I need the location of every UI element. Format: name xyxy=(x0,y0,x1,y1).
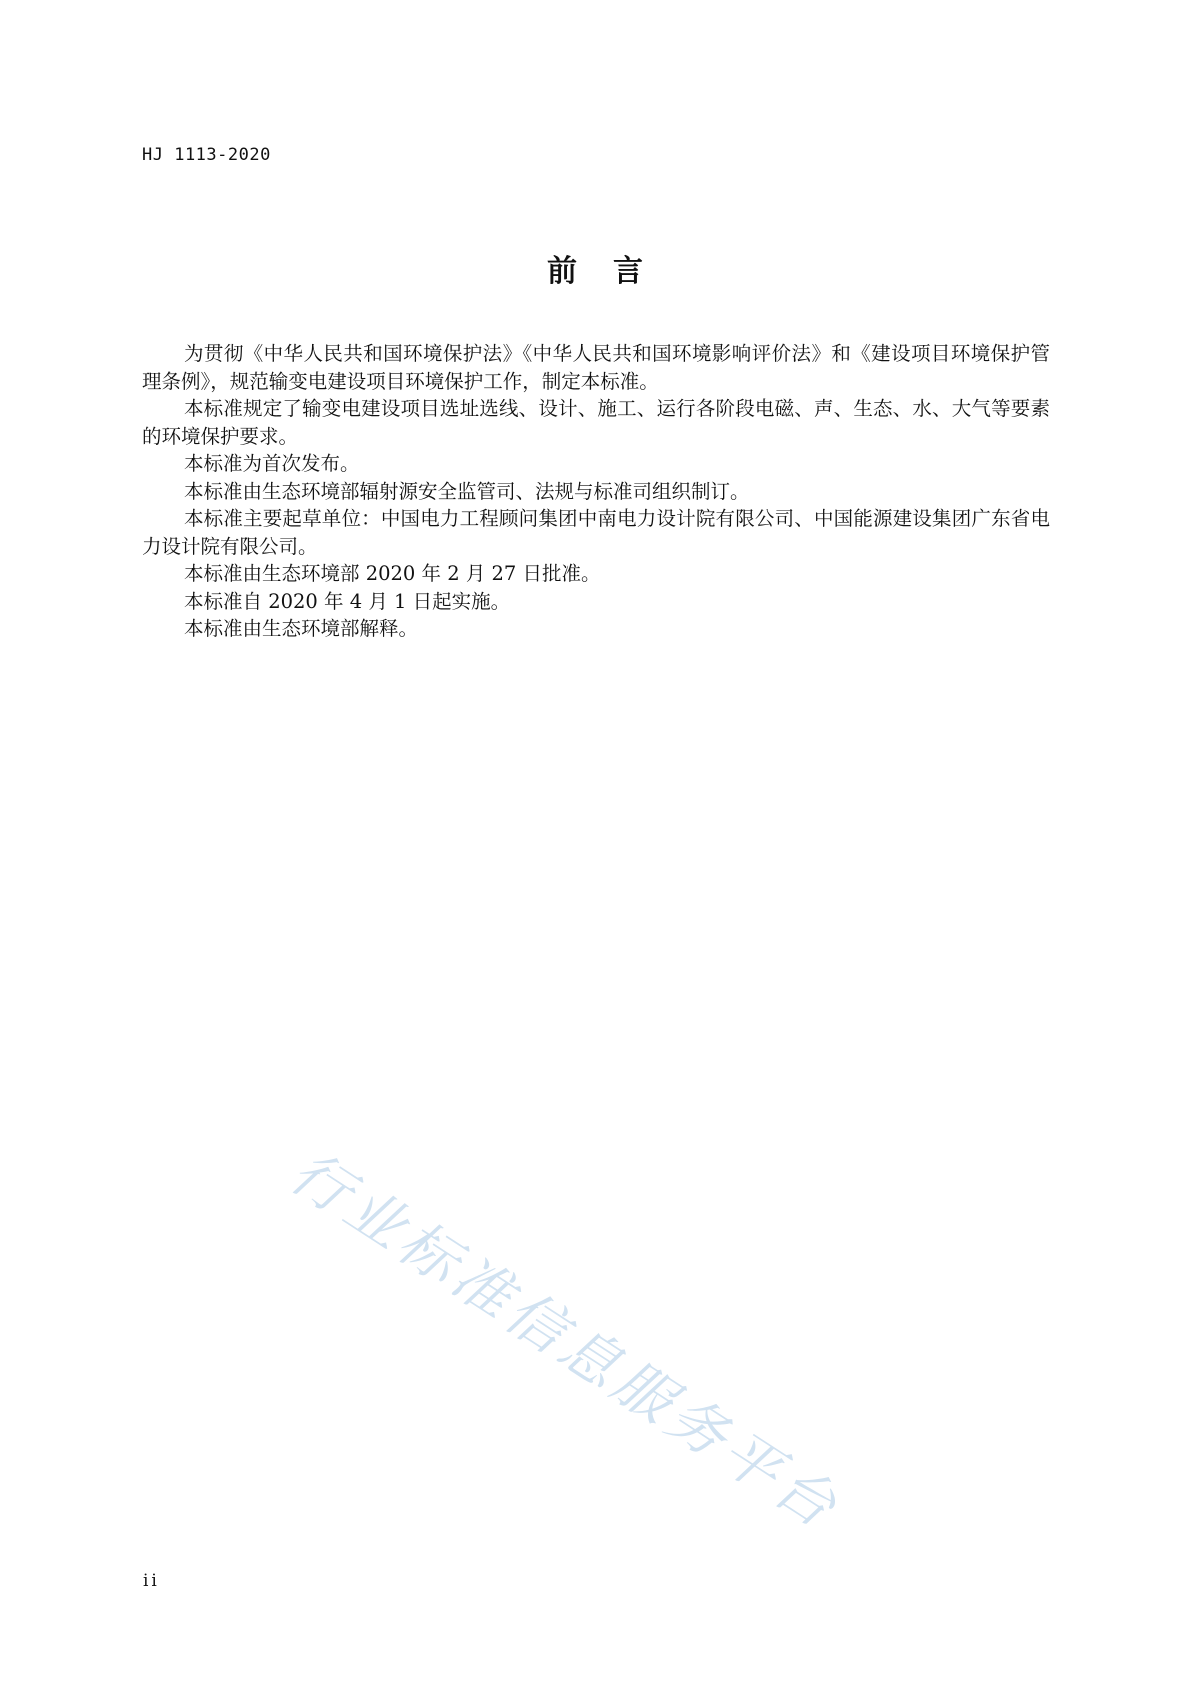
watermark: 行业标准信息服务平台 xyxy=(278,1137,853,1544)
foreword-paragraph-drafting-units: 本标准主要起草单位：中国电力工程顾问集团中南电力设计院有限公司、中国能源建设集团广东省电力设计院有限公司。 xyxy=(142,507,1050,558)
foreword-title-part2: 言 xyxy=(613,254,643,289)
foreword-title-part1: 前 xyxy=(547,254,577,289)
foreword-paragraph-scope: 本标准规定了输变电建设项目选址选线、设计、施工、运行各阶段电磁、声、生态、水、大气等要素的环境保护要求。 xyxy=(142,397,1050,448)
foreword-paragraph-organizer: 本标准由生态环境部辐射源安全监管司、法规与标准司组织制订。 xyxy=(184,479,750,503)
foreword-title xyxy=(0,246,1190,290)
foreword-paragraph-approval: 本标准由生态环境部 2020 年 2 月 27 日批准。 xyxy=(184,562,601,585)
foreword-paragraph-effective-date: 本标准自 2020 年 4 月 1 日起实施。 xyxy=(184,589,511,613)
page-number: ii xyxy=(143,1571,160,1591)
document-code: HJ 1113-2020 xyxy=(142,145,271,165)
foreword-paragraph-purpose: 为贯彻《中华人民共和国环境保护法》《中华人民共和国环境影响评价法》和《建设项目环境保护管理条例》，规范输变电建设项目环境保护工作，制定本标准。 xyxy=(142,342,1050,393)
foreword-paragraph-first-release: 本标准为首次发布。 xyxy=(184,452,360,475)
foreword-paragraph-interpretation: 本标准由生态环境部解释。 xyxy=(184,617,419,640)
foreword-body xyxy=(142,340,1050,643)
